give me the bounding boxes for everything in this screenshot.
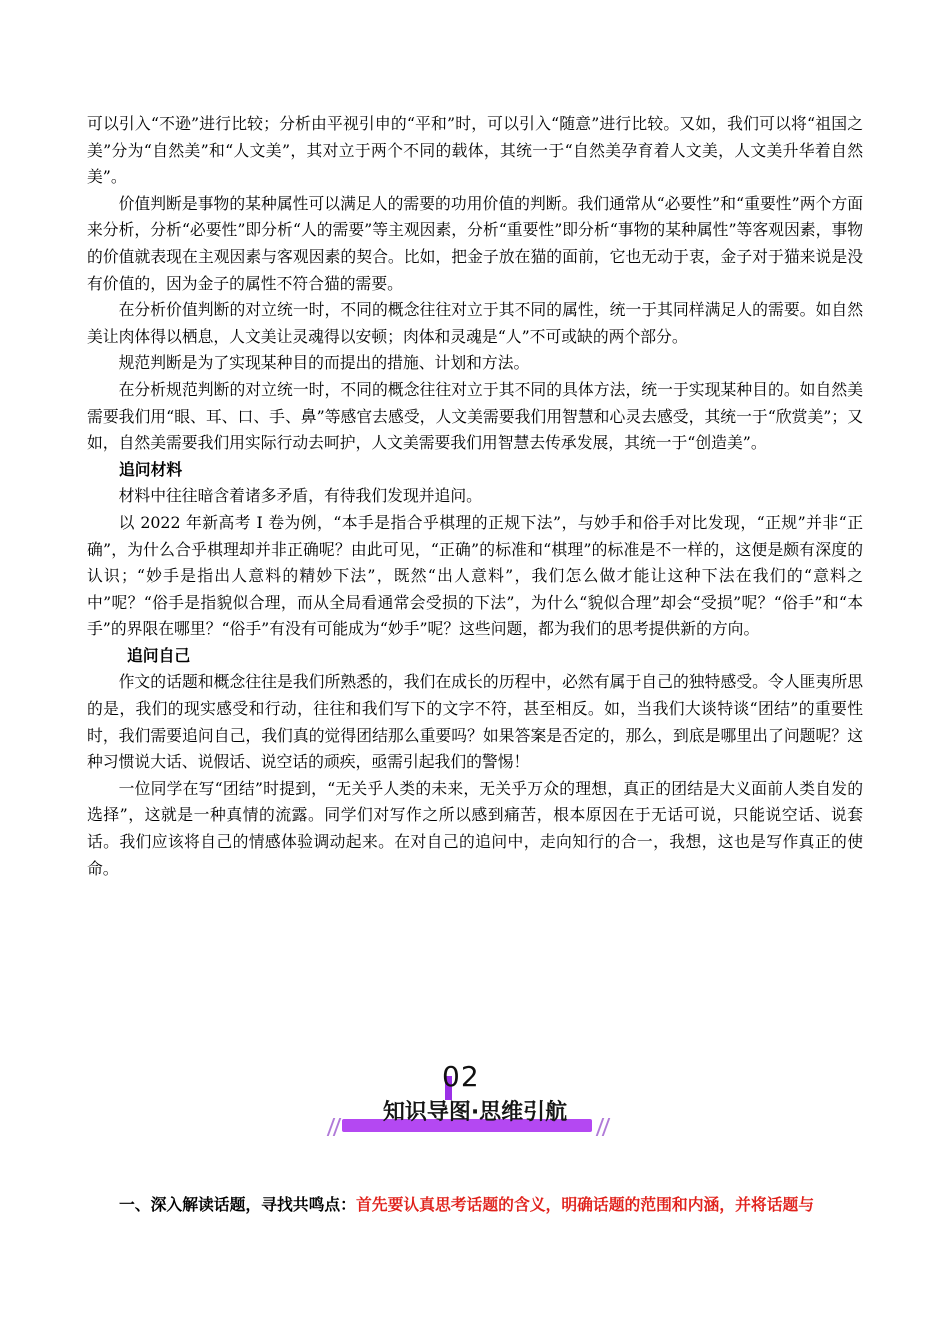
paragraph: 在分析规范判断的对立统一时，不同的概念往往对立于其不同的具体方法，统一于实现某种目的。如自然美需要我们用“眼、耳、口、手、鼻”等感官去感受，人文美需要我们用智慧和心灵去感受，其统一于“欣赏美”；又如，自然美需要我们用实际行动去呵护，人文美需要我们用智慧去传承发展，其统一于“创造美”。 [87, 379, 863, 453]
outline-point-1 [119, 1192, 879, 1218]
paragraph: 可以引入“不逊”进行比较；分析由平视引申的“平和”时，可以引入“随意”进行比较。又如，我们可以将“祖国之美”分为“自然美”和“人文美”，其对立于两个不同的载体，其统一于“自然美孕育着人文美，人文美升华着自然美”。 [87, 114, 863, 187]
banner-title: 知识导图·思维引航 [382, 1100, 568, 1125]
outline-point-emphasis: 首先要认真思考话题的含义，明确话题的范围和内涵，并将话题与 [355, 1195, 815, 1214]
section-heading-question-self: 追问自己 [127, 645, 191, 665]
paragraph: 以 2022 年新高考 I 卷为例，“本手是指合乎棋理的正规下法”，与妙手和俗手对比发现，“正规”并非“正确”，为什么合乎棋理却并非正确呢？由此可见，“正确”的标准和“棋理”的标准是不一样的，这便是颇有深度的认识；“妙手是指出人意料的精妙下法”，既然“出人意料”，我们怎么做才能让这种下法在我们的“意料之中”呢？“俗手是指貌似合理，而从全局看通常会受损的下法”，为什么“貌似合理”却会“受损”呢？“俗手”和“本手”的界限在哪里？“俗手”有没有可能成为“妙手”呢？这些问题，都为我们的思考提供新的方向。 [87, 512, 863, 639]
outline-point-lead: 一、深入解读话题，寻找共鸣点： [119, 1195, 356, 1214]
slash-decoration-right [597, 1118, 613, 1136]
paragraph: 在分析价值判断的对立统一时，不同的概念往往对立于其不同的属性，统一于其同样满足人的需要。如自然美让肉体得以栖息，人文美让灵魂得以安顿；肉体和灵魂是“人”不可或缺的两个部分。 [87, 300, 863, 346]
paragraph: 价值判断是事物的某种属性可以满足人的需要的功用价值的判断。我们通常从“必要性”和“重要性”两个方面来分析，分析“必要性”即分析“人的需要”等主观因素，分析“重要性”即分析“事物的某种属性”等客观因素，事物的价值就表现在主观因素与客观因素的契合。比如，把金子放在猫的面前，它也无动于衷，金子对于猫来说是没有价值的，因为金子的属性不符合猫的需要。 [87, 193, 863, 293]
paragraph: 规范判断是为了实现某种目的而提出的措施、计划和方法。 [118, 353, 530, 373]
section-banner [0, 1062, 950, 1142]
paragraph: 一位同学在写“团结”时提到，“无关乎人类的未来，无关乎万众的理想，真正的团结是大义面前人类自发的选择”，这就是一种真情的流露。同学们对写作之所以感到痛苦，根本原因在于无话可说，只能说空话、说套话。我们应该将自己的情感体验调动起来。在对自己的追问中，走向知行的合一，我想，这也是写作真正的使命。 [87, 778, 863, 878]
document-body [87, 111, 863, 882]
section-heading-question-material: 追问材料 [119, 459, 183, 479]
paragraph: 材料中往往暗含着诸多矛盾，有待我们发现并追问。 [118, 486, 482, 506]
banner-number: 02 [442, 1060, 480, 1093]
paragraph: 作文的话题和概念往往是我们所熟悉的，我们在成长的历程中，必然有属于自己的独特感受。令人匪夷所思的是，我们的现实感受和行动，往往和我们写下的文字不符，甚至相反。如，当我们大谈特谈“团结”的重要性时，我们需要追问自己，我们真的觉得团结那么重要吗？如果答案是否定的，那么，到底是哪里出了问题呢？这种习惯说大话、说假话、说空话的顽疾，亟需引起我们的警惕！ [87, 672, 863, 772]
